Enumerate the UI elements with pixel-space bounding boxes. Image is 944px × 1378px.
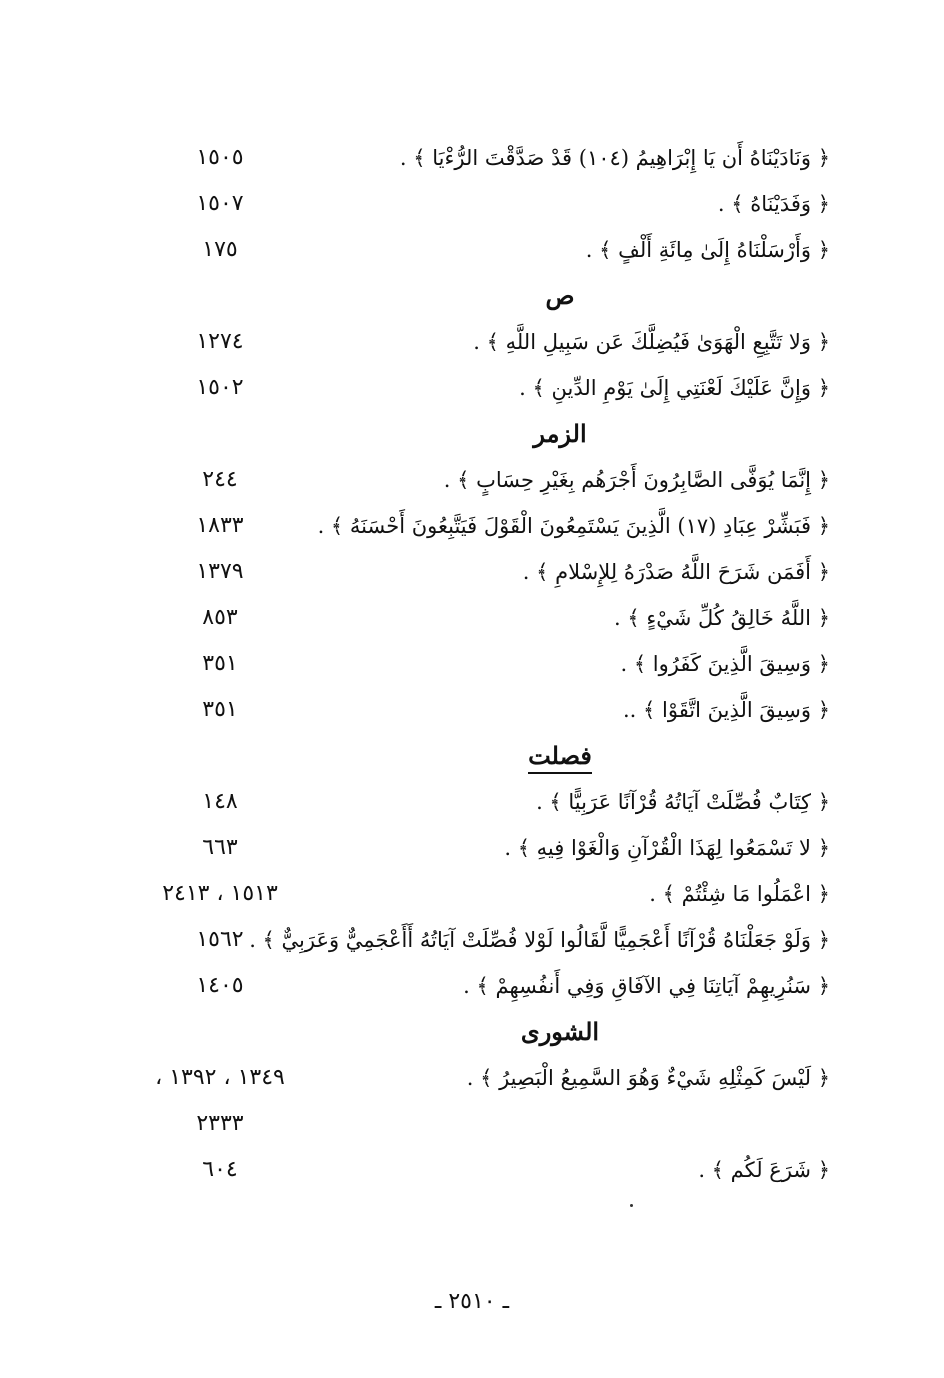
index-entry: [140, 322, 830, 362]
verse-text: ﴿ وَنَادَيْنَاهُ أَن يَا إِبْرَاهِيمُ (١٠٤) قَدْ صَدَّقْتَ الرُّءْيَا ﴾ .: [399, 146, 830, 170]
surah-heading: [440, 276, 680, 316]
page-reference: ١٥٦٢: [196, 927, 244, 952]
verse-text: ﴿ فَبَشِّرْ عِبَادِ (١٧) الَّذِينَ يَسْتَمِعُونَ الْقَوْلَ فَيَتَّبِعُونَ أَحْسَنَهُ ﴾ .: [317, 514, 830, 538]
verse-text: ﴿ وَفَدَيْنَاهُ ﴾ .: [717, 192, 830, 216]
index-entry: [140, 782, 830, 822]
verse-text: ﴿ وَلَوْ جَعَلْنَاهُ قُرْآنًا أَعْجَمِيًّا لَّقَالُوا لَوْلا فُصِّلَتْ آيَاتُهُ أَأَعْجَمِيٌّ وَعَرَبِيٌّ ﴾ .: [249, 928, 830, 952]
page-reference: ١٥٠٧: [196, 191, 244, 216]
page-reference: ١٥٠٥: [196, 145, 244, 170]
verse-text: ﴿ لا تَسْمَعُوا لِهَذَا الْقُرْآنِ وَالْغَوْا فِيهِ ﴾ .: [504, 836, 830, 860]
page-reference: ١٢٧٤: [196, 329, 244, 354]
verse-text: ﴿ اعْمَلُوا مَا شِئْتُمْ ﴾ .: [649, 882, 830, 906]
page-reference: ٨٥٣: [202, 605, 238, 630]
page-reference: ١٨٣٣: [196, 513, 244, 538]
page-reference: ١٣٤٩ ، ١٣٩٢ ،: [155, 1065, 285, 1090]
index-entry: [140, 1058, 830, 1098]
verse-text: ﴿ وَأَرْسَلْنَاهُ إِلَىٰ مِائَةِ أَلْفٍ ﴾ .: [585, 238, 830, 262]
index-entry: [140, 460, 830, 500]
verse-text: ﴿ وَإِنَّ عَلَيْكَ لَعْنَتِي إِلَىٰ يَوْمِ الدِّينِ ﴾ .: [519, 376, 830, 400]
index-entry: [140, 1150, 830, 1190]
index-entry: [140, 552, 830, 592]
page-reference: ٦٠٤: [202, 1157, 238, 1182]
index-entry: [140, 506, 830, 546]
verse-text: ﴿ وَسِيقَ الَّذِينَ كَفَرُوا ﴾ .: [620, 652, 830, 676]
page-reference: ١٥١٣ ، ٢٤١٣: [162, 881, 278, 906]
verse-text: ﴿ إِنَّمَا يُوَفَّى الصَّابِرُونَ أَجْرَهُم بِغَيْرِ حِسَابٍ ﴾ .: [443, 468, 830, 492]
index-entry: [140, 966, 830, 1006]
surah-heading-text: ص: [545, 281, 575, 310]
page-reference: ١٧٥: [202, 237, 238, 262]
index-entry: [140, 1104, 830, 1144]
index-entry: [140, 598, 830, 638]
surah-heading-text: الشورى: [520, 1017, 600, 1046]
surah-heading-text: الزمر: [533, 419, 587, 448]
surah-heading: [440, 414, 680, 454]
page-reference: ٣٥١: [202, 651, 238, 676]
index-entry: [140, 368, 830, 408]
verse-text: ﴿ شَرَعَ لَكُم ﴾ .: [698, 1158, 830, 1182]
index-entry: [140, 184, 830, 224]
page-reference: ٢٤٤: [202, 467, 238, 492]
page-number: ـ ٢٥١٠ ـ: [434, 1289, 510, 1314]
index-entry: [140, 874, 830, 914]
verse-text: ﴿ وَلا تَتَّبِعِ الْهَوَىٰ فَيُضِلَّكَ عَن سَبِيلِ اللَّهِ ﴾ .: [473, 330, 830, 354]
index-entry: [140, 828, 830, 868]
index-entry: [140, 230, 830, 270]
surah-heading: [440, 736, 680, 776]
page-reference: ١٥٠٢: [196, 375, 244, 400]
page-reference: ١٤٠٥: [196, 973, 244, 998]
page-reference: ١٣٧٩: [196, 559, 244, 584]
page-reference: ٦٦٣: [202, 835, 238, 860]
surah-heading: [440, 1012, 680, 1052]
index-entry: [140, 920, 830, 960]
index-entry: [140, 138, 830, 178]
verse-text: ﴿ أَفَمَن شَرَحَ اللَّهُ صَدْرَهُ لِلإِسْلامِ ﴾ .: [522, 560, 830, 584]
page-reference: ١٤٨: [202, 789, 238, 814]
page-reference: ٢٣٣٣: [196, 1111, 244, 1136]
verse-text: ﴿ لَيْسَ كَمِثْلِهِ شَيْءٌ وَهُوَ السَّمِيعُ الْبَصِيرُ ﴾ .: [466, 1066, 830, 1090]
surah-heading-text: فصلت: [528, 741, 592, 774]
page-reference: ٣٥١: [202, 697, 238, 722]
verse-text: ﴿ اللَّهُ خَالِقُ كُلِّ شَيْءٍ ﴾ .: [614, 606, 830, 630]
index-entry: [140, 644, 830, 684]
ink-dot: [630, 1204, 633, 1207]
verse-text: ﴿ سَنُرِيهِمْ آيَاتِنَا فِي الآفَاقِ وَفِي أَنفُسِهِمْ ﴾ .: [463, 974, 830, 998]
verse-text: ﴿ وَسِيقَ الَّذِينَ اتَّقَوْا ﴾ ..: [623, 698, 830, 722]
index-entry: [140, 690, 830, 730]
verse-text: ﴿ كِتَابٌ فُصِّلَتْ آيَاتُهُ قُرْآنًا عَرَبِيًّا ﴾ .: [536, 790, 830, 814]
